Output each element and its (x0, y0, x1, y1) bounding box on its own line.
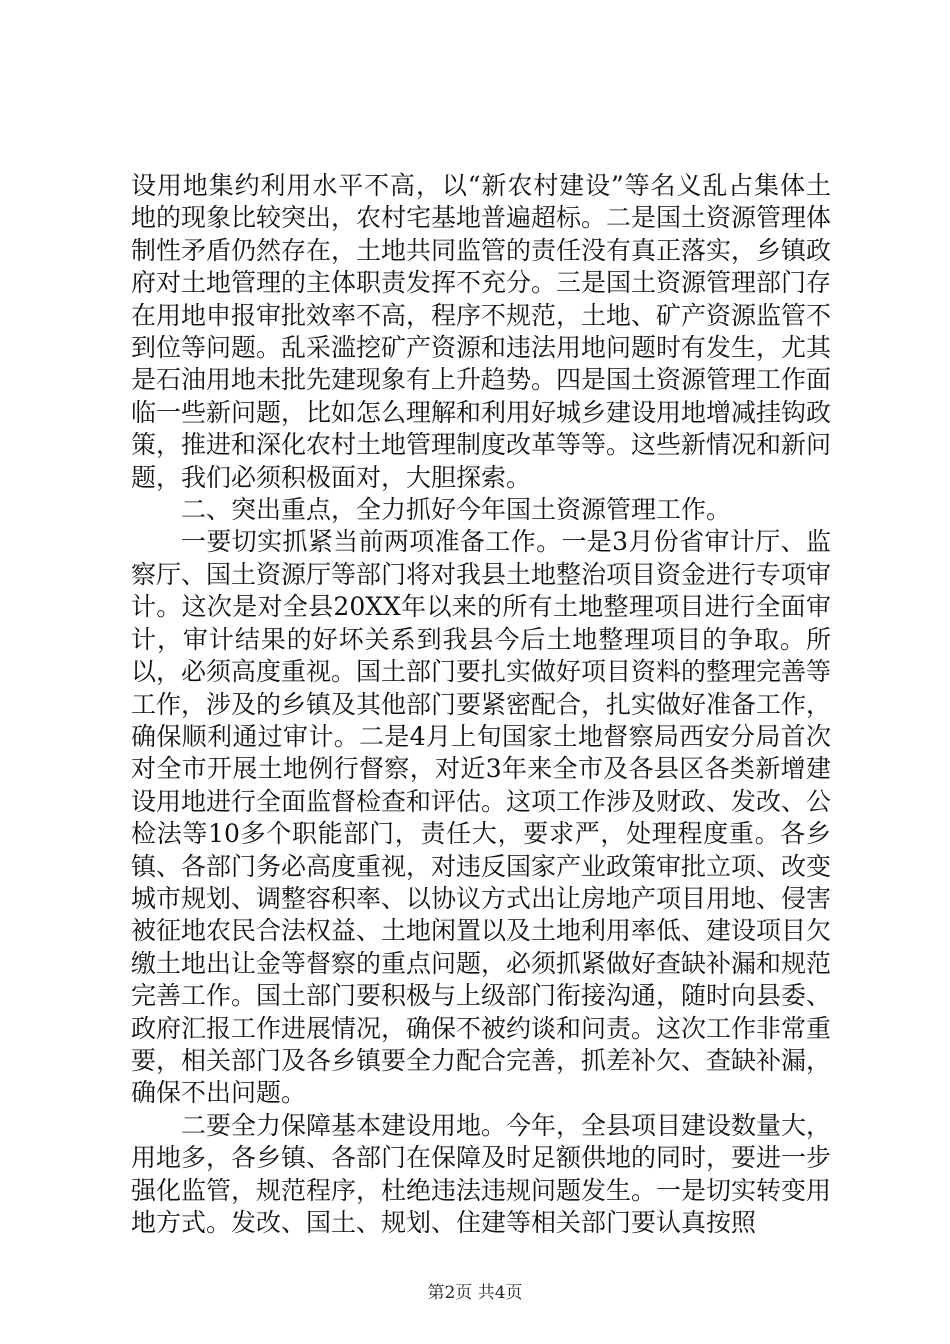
paragraph-1: 设用地集约利用水平不高，以“新农村建设”等名义乱占集体土地的现象比较突出，农村宅基地普遍超标。二是国土资源管理体制性矛盾仍然存在，土地共同监管的责任没有真正落实，乡镇政府对土地管理的主体职责发挥不充分。三是国土资源管理部门存在用地申报审批效率不高，程序不规范，土地、矿产资源监管不到位等问题。乱采滥挖矿产资源和违法用地问题时有发生，尤其是石油用地未批先建现象有上升趋势。四是国土资源管理工作面临一些新问题，比如怎么理解和利用好城乡建设用地增减挂钩政策，推进和深化农村土地管理制度改革等等。这些新情况和新问题，我们必须积极面对，大胆探索。 (131, 171, 832, 492)
paragraph-2-heading: 二、突出重点，全力抓好今年国土资源管理工作。 (181, 495, 732, 525)
page-footer: 第2页 共4页 (427, 1283, 523, 1303)
paragraph-4: 二要全力保障基本建设用地。今年，全县项目建设数量大，用地多，各乡镇、各部门在保障及时足额供地的同时，要进一步强化监管，规范程序，杜绝违法违规问题发生。一是切实转变用地方式。发改、国土、规划、住建等相关部门要认真按照 (131, 1110, 832, 1237)
paragraph-3: 一要切实抓紧当前两项准备工作。一是3月份省审计厅、监察厅、国土资源厅等部门将对我县土地整治项目资金进行专项审计。这次是对全县20XX年以来的所有土地整理项目进行全面审计，审计结果的好坏关系到我县今后土地整理项目的争取。所以，必须高度重视。国土部门要扎实做好项目资料的整理完善等工作，涉及的乡镇及其他部门要紧密配合，扎实做好准备工作，确保顺利通过审计。二是4月上旬国家土地督察局西安分局首次对全市开展土地例行督察，对近3年来全市及各县区各类新增建设用地进行全面监督检查和评估。这项工作涉及财政、发改、公检法等10多个职能部门，责任大，要求严，处理程度重。各乡镇、各部门务必高度重视，对违反国家产业政策审批立项、改变城市规划、调整容积率、以协议方式出让房地产项目用地、侵害被征地农民合法权益、土地闲置以及土地利用率低、建设项目欠缴土地出让金等督察的重点问题，必须抓紧做好查缺补漏和规范完善工作。国土部门要积极与上级部门衔接沟通，随时向县委、政府汇报工作进展情况，确保不被约谈和问责。这次工作非常重要，相关部门及各乡镇要全力配合完善，抓差补欠、查缺补漏，确保不出问题。 (131, 527, 832, 1108)
document-body (131, 170, 831, 1239)
